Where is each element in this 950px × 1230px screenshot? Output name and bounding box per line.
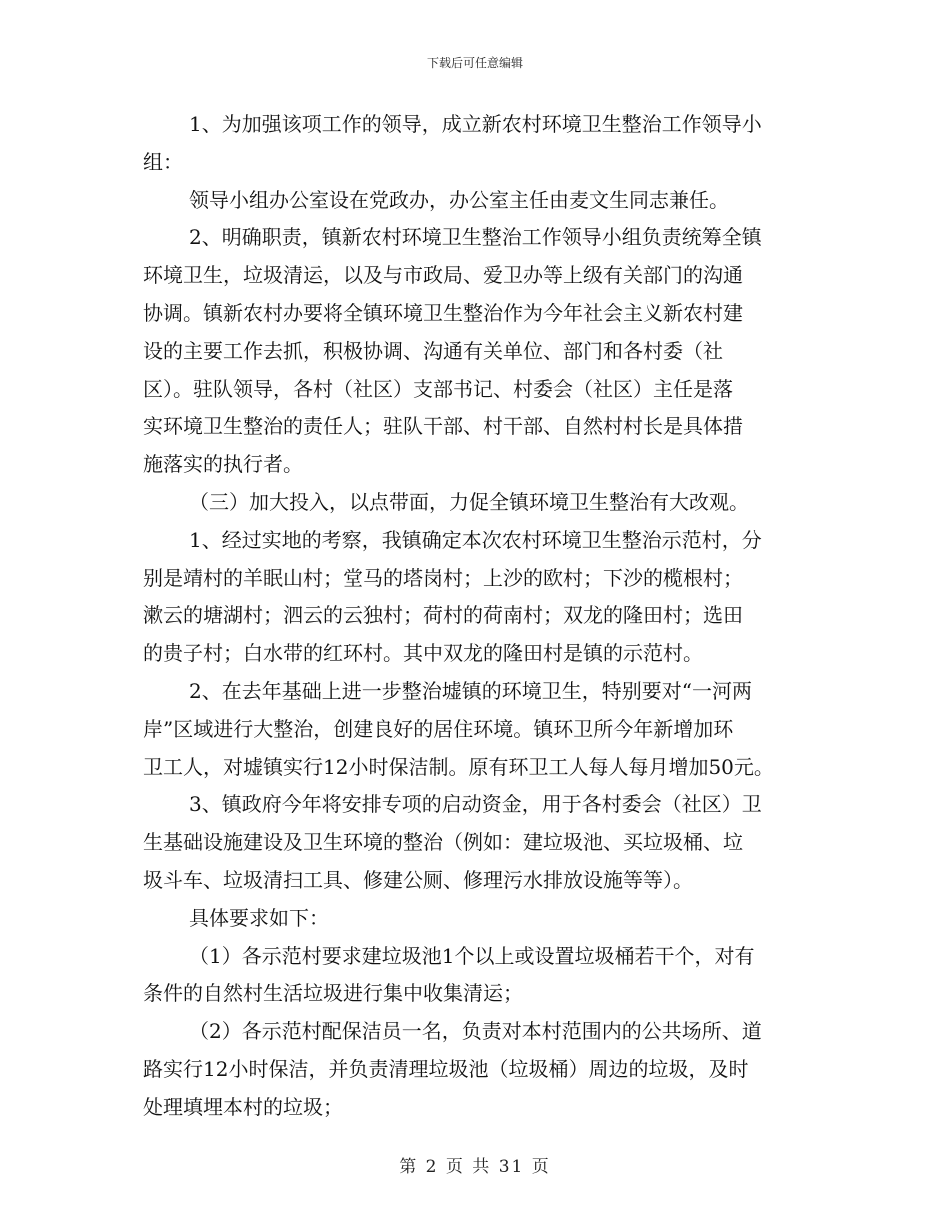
paragraph-line: 卫工人，对墟镇实行12小时保洁制。原有环卫工人每人每月增加50元。 — [143, 754, 774, 779]
page-header: 下载后可任意编辑 — [426, 56, 523, 70]
paragraph-line: 设的主要工作去抓，积极协调、沟通有关单位、部门和各村委（社 — [143, 338, 723, 363]
paragraph-line: 别是靖村的羊眠山村；堂马的塔岗村；上沙的欧村；下沙的榄根村； — [143, 565, 743, 590]
paragraph-line: 1、为加强该项工作的领导，成立新农村环境卫生整治工作领导小 — [189, 112, 762, 136]
paragraph-line: （2）各示范村配保洁员一名，负责对本村范围内的公共场所、道 — [189, 1019, 762, 1044]
paragraph-line: 圾斗车、垃圾清扫工具、修建公厕、修理污水排放设施等等）。 — [143, 868, 693, 892]
paragraph-line: 领导小组办公室设在党政办，办公室主任由麦文生同志兼任。 — [189, 187, 729, 212]
paragraph-line: 协调。镇新农村办要将全镇环境卫生整治作为今年社会主义新农村建 — [143, 301, 743, 325]
paragraph-line: 1、经过实地的考察，我镇确定本次农村环境卫生整治示范村，分 — [189, 527, 762, 552]
paragraph-line: 3、镇政府今年将安排专项的启动资金，用于各村委会（社区）卫 — [189, 792, 762, 817]
paragraph-line: 路实行12小时保洁，并负责清理垃圾池（垃圾桶）周边的垃圾，及时 — [143, 1057, 749, 1081]
paragraph-line: 环境卫生，垃圾清运，以及与市政局、爱卫办等上级有关部门的沟通 — [143, 263, 743, 288]
page-footer: 第 2 页 共 31 页 — [399, 1157, 551, 1177]
paragraph-line: 条件的自然村生活垃圾进行集中收集清运； — [143, 981, 523, 1006]
paragraph-line: 的贵子村；白水带的红环村。其中双龙的隆田村是镇的示范村。 — [143, 641, 703, 666]
paragraph-line: 岸”区域进行大整治，创建良好的居住环境。镇环卫所今年新增加环 — [143, 716, 734, 741]
paragraph-line: 生基础设施建设及卫生环境的整治（例如：建垃圾池、买垃圾桶、垃 — [143, 830, 743, 855]
paragraph-line: （三）加大投入，以点带面，力促全镇环境卫生整治有大改观。 — [189, 490, 749, 514]
paragraph-line: 实环境卫生整治的责任人；驻队干部、村干部、自然村村长是具体措 — [143, 414, 743, 439]
paragraph-line: 2、在去年基础上进一步整治墟镇的环境卫生，特别要对“一河两 — [189, 679, 752, 703]
paragraph-line: 区）。驻队领导，各村（社区）支部书记、村委会（社区）主任是落 — [143, 376, 733, 401]
paragraph-line: 2、明确职责，镇新农村环境卫生整治工作领导小组负责统筹全镇 — [189, 225, 762, 250]
paragraph-line: （1）各示范村要求建垃圾池1个以上或设置垃圾桶若干个，对有 — [189, 943, 755, 968]
paragraph-line: 处理填埋本村的垃圾； — [143, 1094, 343, 1119]
paragraph-line: 具体要求如下： — [189, 905, 329, 930]
paragraph-line: 施落实的执行者。 — [143, 452, 303, 477]
paragraph-line: 漱云的塘湖村；泗云的云独村；荷村的荷南村；双龙的隆田村；选田 — [143, 603, 743, 628]
paragraph-line: 组： — [143, 149, 183, 174]
